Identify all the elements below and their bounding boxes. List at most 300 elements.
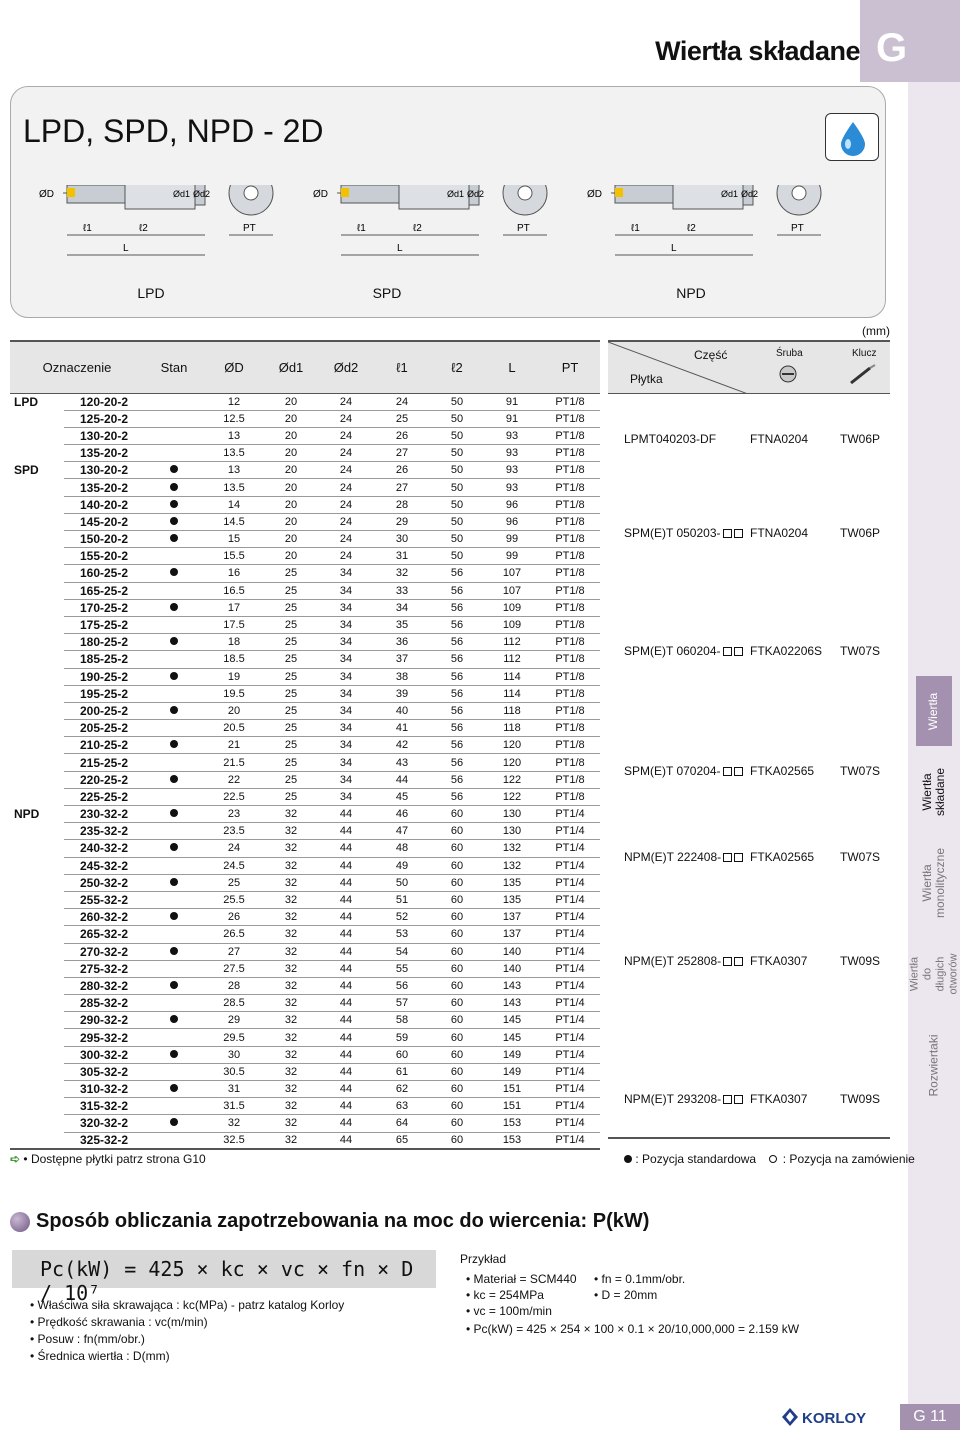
table-cell: 130	[484, 823, 540, 840]
table-row	[10, 720, 600, 737]
table-cell: 50	[374, 874, 430, 891]
header-d2: Ød2	[318, 341, 374, 393]
table-cell: 93	[484, 462, 540, 479]
stock-cell	[144, 548, 204, 565]
table-cell: 20	[264, 531, 318, 548]
table-cell: 20	[264, 513, 318, 530]
svg-text:ℓ2: ℓ2	[687, 223, 696, 234]
table-cell: 22	[204, 771, 264, 788]
screw-code: FTNA0204	[750, 432, 809, 446]
placeholder-box-icon	[734, 767, 743, 776]
insert-code: NPM(E)T 293208-	[624, 1092, 743, 1106]
table-cell: 44	[318, 1132, 374, 1149]
table-cell: 57	[374, 995, 430, 1012]
table-cell: 32	[264, 823, 318, 840]
table-cell: 34	[318, 582, 374, 599]
table-cell: 24	[318, 427, 374, 444]
standard-dot-icon	[170, 672, 178, 680]
table-cell: 56	[430, 771, 484, 788]
table-cell: LPD	[14, 394, 38, 409]
standard-dot-icon	[624, 1155, 632, 1163]
table-row	[10, 496, 600, 513]
screw-code: FTNA0204	[750, 526, 809, 540]
stock-cell	[144, 1063, 204, 1080]
table-cell: 56	[430, 788, 484, 805]
table-cell: PT1/4	[540, 943, 600, 960]
side-tab-rozwiertaki[interactable]: Rozwiertaki	[926, 1033, 941, 1097]
screw-code: FTKA02565	[750, 850, 815, 864]
svg-text:Ød1: Ød1	[447, 189, 465, 199]
table-cell: PT1/8	[540, 668, 600, 685]
table-cell: 135	[484, 891, 540, 908]
table-cell: 300-32-2	[64, 1046, 144, 1063]
table-cell: PT1/8	[540, 393, 600, 410]
table-cell: 50	[430, 427, 484, 444]
table-cell: PT1/8	[540, 771, 600, 788]
svg-text:PT: PT	[243, 223, 256, 234]
table-row	[10, 909, 600, 926]
table-cell	[10, 771, 64, 788]
table-cell: 260-32-2	[64, 909, 144, 926]
table-cell: 27.5	[204, 960, 264, 977]
table-row	[10, 943, 600, 960]
table-cell: PT1/4	[540, 909, 600, 926]
table-cell: 315-32-2	[64, 1098, 144, 1115]
stock-cell	[144, 720, 204, 737]
table-cell: PT1/8	[540, 462, 600, 479]
side-tab-wiertla[interactable]: Wiertła	[916, 676, 952, 746]
table-cell: 49	[374, 857, 430, 874]
table-cell	[10, 685, 64, 702]
stock-cell	[144, 977, 204, 994]
table-cell: 14	[204, 496, 264, 513]
table-cell: 25	[264, 720, 318, 737]
table-cell: 320-32-2	[64, 1115, 144, 1132]
stock-cell	[144, 427, 204, 444]
page-number: G 11	[900, 1404, 960, 1430]
example-line: • fn = 0.1mm/obr.	[594, 1272, 686, 1286]
svg-text:ℓ2: ℓ2	[413, 223, 422, 234]
table-cell: 52	[374, 909, 430, 926]
table-cell: 17	[204, 599, 264, 616]
standard-dot-icon	[170, 706, 178, 714]
table-cell: 25	[264, 702, 318, 719]
table-cell: 280-32-2	[64, 977, 144, 994]
table-cell: 34	[318, 616, 374, 633]
insert-code: LPMT040203-DF	[624, 432, 717, 446]
table-cell: 34	[318, 651, 374, 668]
table-cell: PT1/4	[540, 1115, 600, 1132]
table-cell: PT1/4	[540, 960, 600, 977]
table-cell: PT1/4	[540, 874, 600, 891]
stock-cell	[144, 1012, 204, 1029]
placeholder-box-icon	[723, 957, 732, 966]
table-cell: 60	[430, 1063, 484, 1080]
table-row	[10, 857, 600, 874]
table-cell: 26	[204, 909, 264, 926]
parts-header	[608, 342, 890, 394]
table-cell: 153	[484, 1115, 540, 1132]
table-cell: PT1/8	[540, 754, 600, 771]
table-cell: 56	[430, 737, 484, 754]
calc-section-title: Sposób obliczania zapotrzebowania na moc do wiercenia: P(kW)	[36, 1210, 650, 1232]
key-code: TW06P	[840, 526, 881, 540]
table-cell: 44	[318, 926, 374, 943]
table-cell: PT1/4	[540, 1029, 600, 1046]
table-cell: 118	[484, 702, 540, 719]
table-cell: 32	[264, 1115, 318, 1132]
svg-text:ℓ1: ℓ1	[357, 223, 366, 234]
side-strip	[908, 82, 960, 1412]
header-d1: Ød1	[264, 341, 318, 393]
table-cell: 130-20-2	[64, 462, 144, 479]
table-cell: 122	[484, 771, 540, 788]
inserts-reference-note: ➪ • Dostępne płytki patrz strona G10	[10, 1152, 206, 1166]
table-cell	[10, 1115, 64, 1132]
standard-dot-icon	[170, 1015, 178, 1023]
table-cell: PT1/8	[540, 616, 600, 633]
table-cell: 149	[484, 1046, 540, 1063]
table-cell: 37	[374, 651, 430, 668]
table-cell: 47	[374, 823, 430, 840]
stock-cell	[144, 1132, 204, 1149]
table-cell: 24	[318, 462, 374, 479]
svg-text:ØD: ØD	[39, 189, 54, 200]
table-cell	[10, 565, 64, 582]
table-row	[10, 1098, 600, 1115]
table-cell	[10, 977, 64, 994]
table-cell: 112	[484, 634, 540, 651]
table-cell: 132	[484, 857, 540, 874]
table-cell: 145	[484, 1012, 540, 1029]
stock-cell	[144, 1115, 204, 1132]
insert-code: NPM(E)T 222408-	[624, 850, 743, 864]
table-cell: 18	[204, 634, 264, 651]
table-cell: 60	[430, 840, 484, 857]
table-cell: 305-32-2	[64, 1063, 144, 1080]
table-cell: 153	[484, 1132, 540, 1149]
table-row	[10, 995, 600, 1012]
stock-cell	[144, 1081, 204, 1098]
table-cell: 34	[374, 599, 430, 616]
svg-text:ØD: ØD	[587, 189, 602, 200]
table-cell: 34	[318, 702, 374, 719]
table-cell: 19.5	[204, 685, 264, 702]
table-cell: 112	[484, 651, 540, 668]
header-length: L	[484, 341, 540, 393]
table-cell: 143	[484, 977, 540, 994]
table-row	[10, 668, 600, 685]
table-cell: 32	[264, 1081, 318, 1098]
table-cell: 56	[430, 651, 484, 668]
example-line: • kc = 254MPa	[466, 1288, 544, 1302]
table-cell: 34	[318, 634, 374, 651]
placeholder-box-icon	[734, 1095, 743, 1104]
table-cell: 46	[374, 806, 430, 823]
coolant-drop-icon	[825, 113, 879, 161]
table-cell: 275-32-2	[64, 960, 144, 977]
table-cell: 44	[318, 1098, 374, 1115]
table-cell: 60	[430, 909, 484, 926]
table-cell: PT1/4	[540, 1098, 600, 1115]
table-cell: 16.5	[204, 582, 264, 599]
table-cell: 60	[430, 1012, 484, 1029]
placeholder-box-icon	[734, 853, 743, 862]
table-cell	[10, 616, 64, 633]
placeholder-box-icon	[734, 957, 743, 966]
table-row	[10, 806, 600, 823]
table-cell: 96	[484, 496, 540, 513]
table-cell: 24	[318, 496, 374, 513]
table-cell: 32	[374, 565, 430, 582]
table-cell: 56	[430, 599, 484, 616]
table-cell: 24	[318, 548, 374, 565]
standard-dot-icon	[170, 878, 178, 886]
table-cell: 60	[430, 1029, 484, 1046]
table-cell: 60	[430, 806, 484, 823]
table-cell: 32	[264, 909, 318, 926]
table-cell: 93	[484, 445, 540, 462]
stock-cell	[144, 616, 204, 633]
table-row	[10, 565, 600, 582]
table-cell: 235-32-2	[64, 823, 144, 840]
placeholder-box-icon	[734, 647, 743, 656]
table-cell: 34	[318, 754, 374, 771]
parts-panel	[608, 340, 890, 1139]
table-cell: 205-25-2	[64, 720, 144, 737]
table-cell: 44	[318, 891, 374, 908]
table-cell: 24	[318, 531, 374, 548]
table-cell: 41	[374, 720, 430, 737]
table-cell: 20	[204, 702, 264, 719]
side-tab-wiertla-monolityczne[interactable]: Wiertła monolityczne	[920, 847, 947, 919]
table-cell: 48	[374, 840, 430, 857]
table-cell: 60	[430, 977, 484, 994]
table-cell: 109	[484, 599, 540, 616]
table-cell: 32	[264, 1132, 318, 1149]
table-cell: 50	[430, 531, 484, 548]
table-cell: 20	[264, 410, 318, 427]
table-cell: PT1/8	[540, 479, 600, 496]
table-cell: 32	[264, 1063, 318, 1080]
table-cell	[10, 496, 64, 513]
table-cell: 295-32-2	[64, 1029, 144, 1046]
table-cell: 285-32-2	[64, 995, 144, 1012]
table-cell: 60	[430, 943, 484, 960]
table-cell: 44	[318, 1115, 374, 1132]
key-code: TW06P	[840, 432, 881, 446]
table-cell: 60	[430, 1081, 484, 1098]
stock-cell	[144, 1046, 204, 1063]
table-cell: 143	[484, 995, 540, 1012]
side-tab-dlugie-otwory[interactable]: Wiertła do długich otworów	[908, 953, 960, 995]
table-row	[10, 840, 600, 857]
insert-code: SPM(E)T 050203-	[624, 526, 743, 540]
table-cell: 60	[430, 1046, 484, 1063]
table-cell: 12.5	[204, 410, 264, 427]
header-diameter: ØD	[204, 341, 264, 393]
stock-cell	[144, 771, 204, 788]
table-cell: 60	[430, 1115, 484, 1132]
table-cell: 30	[204, 1046, 264, 1063]
table-cell: 56	[430, 720, 484, 737]
table-cell: 25	[264, 582, 318, 599]
table-cell: 25	[264, 771, 318, 788]
table-cell: 51	[374, 891, 430, 908]
power-formula: Pc(kW) = 425 × kc × vc × fn × D / 10⁷	[12, 1250, 436, 1288]
stock-cell	[144, 874, 204, 891]
table-cell: 34	[318, 771, 374, 788]
stock-cell	[144, 582, 204, 599]
table-cell: PT1/4	[540, 995, 600, 1012]
table-cell: 22.5	[204, 788, 264, 805]
caption-spd: SPD	[372, 285, 402, 301]
example-line: • vc = 100m/min	[466, 1304, 552, 1318]
table-row	[10, 737, 600, 754]
placeholder-box-icon	[723, 853, 732, 862]
standard-dot-icon	[170, 1084, 178, 1092]
table-cell: 135	[484, 874, 540, 891]
table-cell: 26	[374, 427, 430, 444]
table-cell: 30.5	[204, 1063, 264, 1080]
table-cell: 109	[484, 616, 540, 633]
stock-cell	[144, 651, 204, 668]
standard-dot-icon	[170, 603, 178, 611]
table-cell: 32	[264, 806, 318, 823]
table-cell: 31	[374, 548, 430, 565]
table-cell: 23.5	[204, 823, 264, 840]
table-cell: 130-20-2	[64, 427, 144, 444]
table-cell: 34	[318, 599, 374, 616]
table-row	[10, 616, 600, 633]
stock-cell	[144, 513, 204, 530]
table-cell	[10, 909, 64, 926]
table-cell: 25	[374, 410, 430, 427]
table-cell: PT1/8	[540, 685, 600, 702]
stock-cell	[144, 393, 204, 410]
insert-code: SPM(E)T 060204-	[624, 644, 743, 658]
table-cell: 24	[318, 513, 374, 530]
table-cell: 250-32-2	[64, 874, 144, 891]
stock-cell	[144, 960, 204, 977]
table-cell: 220-25-2	[64, 771, 144, 788]
table-cell: 60	[430, 823, 484, 840]
table-cell	[10, 857, 64, 874]
table-cell	[10, 1132, 64, 1149]
table-cell: 24	[204, 840, 264, 857]
table-cell	[10, 582, 64, 599]
side-tab-wiertla-skladane[interactable]: Wiertła składane	[920, 767, 948, 817]
placeholder-box-icon	[723, 647, 732, 656]
table-cell: 17.5	[204, 616, 264, 633]
stock-cell	[144, 788, 204, 805]
table-cell: 56	[430, 616, 484, 633]
table-cell: 15	[204, 531, 264, 548]
table-row	[10, 651, 600, 668]
standard-dot-icon	[170, 483, 178, 491]
table-cell: 50	[430, 410, 484, 427]
table-cell: 114	[484, 685, 540, 702]
table-cell	[10, 788, 64, 805]
standard-dot-icon	[170, 1050, 178, 1058]
table-cell: 290-32-2	[64, 1012, 144, 1029]
table-cell	[10, 737, 64, 754]
table-cell: 44	[374, 771, 430, 788]
table-cell: 195-25-2	[64, 685, 144, 702]
table-cell: 56	[430, 754, 484, 771]
key-code: TW09S	[840, 954, 881, 968]
table-cell: 34	[318, 788, 374, 805]
table-cell: 60	[374, 1046, 430, 1063]
table-cell: 215-25-2	[64, 754, 144, 771]
table-row	[10, 874, 600, 891]
table-cell: 64	[374, 1115, 430, 1132]
table-header-row	[10, 341, 600, 393]
standard-dot-icon	[170, 465, 178, 473]
table-cell: 32	[264, 926, 318, 943]
table-cell: 42	[374, 737, 430, 754]
example-line: • Materiał = SCM440	[466, 1272, 577, 1286]
table-cell: 230-32-2	[64, 806, 144, 823]
table-row	[10, 685, 600, 702]
table-cell: 50	[430, 479, 484, 496]
stock-cell	[144, 599, 204, 616]
stock-cell	[144, 531, 204, 548]
table-cell: 32	[264, 840, 318, 857]
table-cell: 39	[374, 685, 430, 702]
standard-dot-icon	[170, 981, 178, 989]
table-cell: 25	[264, 685, 318, 702]
table-cell: PT1/8	[540, 634, 600, 651]
placeholder-box-icon	[723, 529, 732, 538]
table-cell: 44	[318, 806, 374, 823]
page-header-title: Wiertła składane	[655, 36, 860, 66]
table-cell: 20	[264, 496, 318, 513]
screw-code: FTKA0307	[750, 1092, 808, 1106]
table-cell: 44	[318, 840, 374, 857]
stock-cell	[144, 995, 204, 1012]
table-cell: 200-25-2	[64, 702, 144, 719]
table-cell: PT1/8	[540, 513, 600, 530]
svg-text:Ød1: Ød1	[721, 189, 739, 199]
table-cell: 13.5	[204, 445, 264, 462]
standard-dot-icon	[170, 809, 178, 817]
table-cell: 25	[264, 754, 318, 771]
table-row	[10, 445, 600, 462]
placeholder-box-icon	[723, 767, 732, 776]
table-cell: 170-25-2	[64, 599, 144, 616]
korloy-logo	[780, 1406, 870, 1428]
table-cell	[10, 840, 64, 857]
product-hero-panel	[10, 86, 886, 318]
table-cell: 44	[318, 995, 374, 1012]
table-cell: 40	[374, 702, 430, 719]
table-cell: 31.5	[204, 1098, 264, 1115]
table-cell: 44	[318, 960, 374, 977]
table-cell: PT1/4	[540, 1046, 600, 1063]
table-cell: 28	[374, 496, 430, 513]
table-cell: 44	[318, 977, 374, 994]
svg-text:PT: PT	[791, 223, 804, 234]
table-cell: 28.5	[204, 995, 264, 1012]
table-cell: 93	[484, 427, 540, 444]
table-cell	[10, 668, 64, 685]
table-cell: 44	[318, 857, 374, 874]
table-cell: 151	[484, 1081, 540, 1098]
table-cell: 53	[374, 926, 430, 943]
table-cell: 12	[204, 393, 264, 410]
table-cell	[10, 479, 64, 496]
